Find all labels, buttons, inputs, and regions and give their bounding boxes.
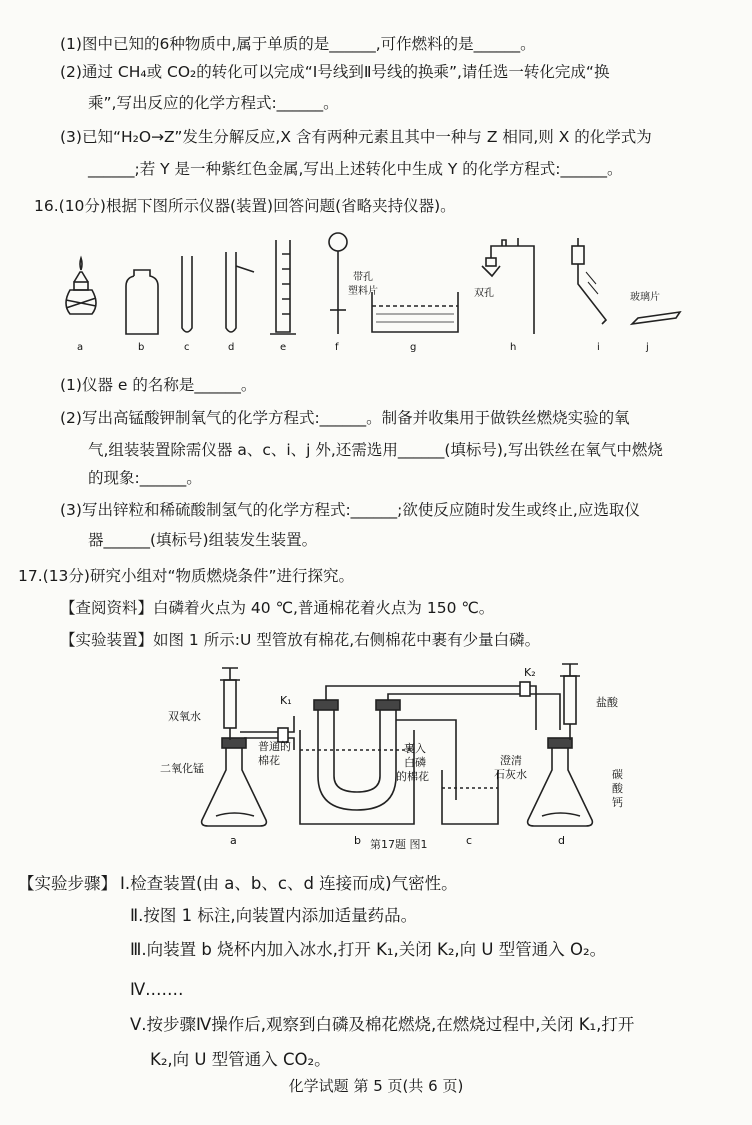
label-hydrogen-peroxide: 双氧水 bbox=[168, 710, 201, 723]
svg-text:h: h bbox=[510, 342, 517, 353]
apparatus-labels bbox=[77, 342, 649, 353]
branched-test-tube-icon bbox=[226, 252, 254, 332]
svg-text:a: a bbox=[77, 342, 84, 353]
svg-text:c: c bbox=[184, 342, 190, 353]
label-lime-2: 石灰水 bbox=[494, 768, 527, 781]
label-wp-1: 裹入 bbox=[404, 742, 426, 755]
svg-text:f: f bbox=[335, 342, 339, 353]
q15-part3-line2: ______;若 Y 是一种紫红色金属,写出上述转化中生成 Y 的化学方程式:______。 bbox=[88, 160, 623, 178]
label-cotton-2: 棉花 bbox=[258, 754, 280, 767]
f-note-line2: 塑料片 bbox=[348, 286, 378, 297]
double-hole-stopper-icon bbox=[482, 238, 534, 334]
svg-text:g: g bbox=[410, 342, 417, 353]
long-neck-funnel-icon bbox=[329, 233, 347, 334]
label-caco3-2: 酸 bbox=[612, 782, 623, 795]
svg-text:i: i bbox=[597, 342, 600, 353]
label-cotton-1: 普通的 bbox=[258, 740, 291, 753]
alcohol-lamp-icon bbox=[66, 258, 96, 314]
q17-reference: 【查阅资料】白磷着火点为 40 ℃,普通棉花着火点为 150 ℃。 bbox=[60, 599, 495, 617]
syringe-d-icon bbox=[560, 664, 580, 740]
label-k2: K₂ bbox=[524, 666, 536, 679]
flask-d-icon bbox=[528, 738, 593, 826]
step-5-line1: Ⅴ.按步骤Ⅳ操作后,观察到白磷及棉花燃烧,在燃烧过程中,关闭 K₁,打开 bbox=[130, 1015, 635, 1034]
svg-text:e: e bbox=[280, 342, 287, 353]
q15-part1: (1)图中已知的6种物质中,属于单质的是______,可作燃料的是______。 bbox=[60, 35, 536, 53]
svg-text:j: j bbox=[646, 342, 649, 353]
label-k1: K₁ bbox=[280, 694, 292, 707]
q15-part3-line1: (3)已知“H₂O→Z”发生分解反应,X 含有两种元素且其中一种与 Z 相同,则 X 的化学式为 bbox=[60, 128, 652, 146]
q16-part1: (1)仪器 e 的名称是______。 bbox=[60, 376, 257, 394]
label-manganese-dioxide: 二氧化锰 bbox=[160, 762, 204, 775]
label-caco3-1: 碳 bbox=[612, 768, 623, 781]
q16-part2-line1: (2)写出高锰酸钾制氧气的化学方程式:______。制备并收集用于做铁丝燃烧实验的氧 bbox=[60, 409, 630, 427]
q15-part2-line2: 乘”,写出反应的化学方程式:______。 bbox=[88, 94, 339, 112]
label-a: a bbox=[230, 834, 237, 847]
label-caco3-3: 钙 bbox=[612, 796, 623, 809]
svg-text:d: d bbox=[228, 342, 235, 353]
figure-caption: 第17题 图1 bbox=[370, 838, 428, 851]
bent-delivery-tube-icon bbox=[572, 238, 606, 324]
wide-mouth-bottle-icon bbox=[126, 270, 158, 334]
page-footer: 化学试题 第 5 页(共 6 页) bbox=[288, 1077, 464, 1095]
q16-part2-line3: 的现象:______。 bbox=[88, 469, 202, 487]
q16-part3-line1: (3)写出锌粒和稀硫酸制氢气的化学方程式:______;欲使反应随时发生或终止,应选取仪 bbox=[60, 501, 640, 519]
j-note: 玻璃片 bbox=[630, 292, 660, 303]
q16-header: 16.(10分)根据下图所示仪器(装置)回答问题(省略夹持仪器)。 bbox=[34, 197, 456, 215]
q17-setup: 【实验装置】如图 1 所示:U 型管放有棉花,右侧棉花中裹有少量白磷。 bbox=[60, 631, 541, 649]
q15-part2-line1: (2)通过 CH₄或 CO₂的转化可以完成“Ⅰ号线到Ⅱ号线的换乘”,请任选一转化完成“换 bbox=[60, 63, 610, 81]
graduated-cylinder-icon bbox=[270, 240, 296, 334]
label-wp-2: 白磷 bbox=[404, 756, 426, 769]
steps-label: 【实验步骤】 bbox=[18, 874, 117, 893]
q16-apparatus-figure bbox=[50, 224, 700, 360]
svg-text:b: b bbox=[138, 342, 145, 353]
q16-part2-line2: 气,组装装置除需仪器 a、c、i、j 外,还需选用______(填标号),写出铁丝在氧气中燃烧 bbox=[88, 441, 663, 459]
f-note-line1: 带孔 bbox=[353, 272, 373, 283]
h-note: 双孔 bbox=[474, 288, 494, 299]
step-3: Ⅲ.向装置 b 烧杯内加入冰水,打开 K₁,关闭 K₂,向 U 型管通入 O₂。 bbox=[130, 940, 607, 959]
glass-slide-icon bbox=[632, 312, 680, 324]
q17-figure-1 bbox=[160, 660, 650, 860]
q16-part3-line2: 器______(填标号)组装发生装置。 bbox=[88, 531, 318, 549]
label-hydrochloric-acid: 盐酸 bbox=[596, 696, 618, 709]
step-2: Ⅱ.按图 1 标注,向装置内添加适量药品。 bbox=[130, 906, 418, 925]
step-1: Ⅰ.检查装置(由 a、b、c、d 连接而成)气密性。 bbox=[120, 874, 458, 893]
test-tube-icon bbox=[182, 256, 192, 332]
q17-header: 17.(13分)研究小组对“物质燃烧条件”进行探究。 bbox=[18, 567, 355, 585]
water-trough-icon bbox=[372, 292, 458, 332]
step-5-line2: K₂,向 U 型管通入 CO₂。 bbox=[150, 1050, 331, 1069]
label-c: c bbox=[466, 834, 473, 847]
label-d: d bbox=[558, 834, 565, 847]
beaker-c-icon bbox=[442, 770, 498, 824]
label-lime-1: 澄清 bbox=[500, 754, 522, 767]
label-b: b bbox=[354, 834, 361, 847]
flask-a-icon bbox=[202, 738, 267, 826]
u-tube-icon bbox=[314, 700, 400, 810]
step-4: Ⅳ.…… bbox=[130, 980, 184, 999]
label-wp-3: 的棉花 bbox=[396, 770, 429, 783]
syringe-a-icon bbox=[220, 668, 240, 740]
